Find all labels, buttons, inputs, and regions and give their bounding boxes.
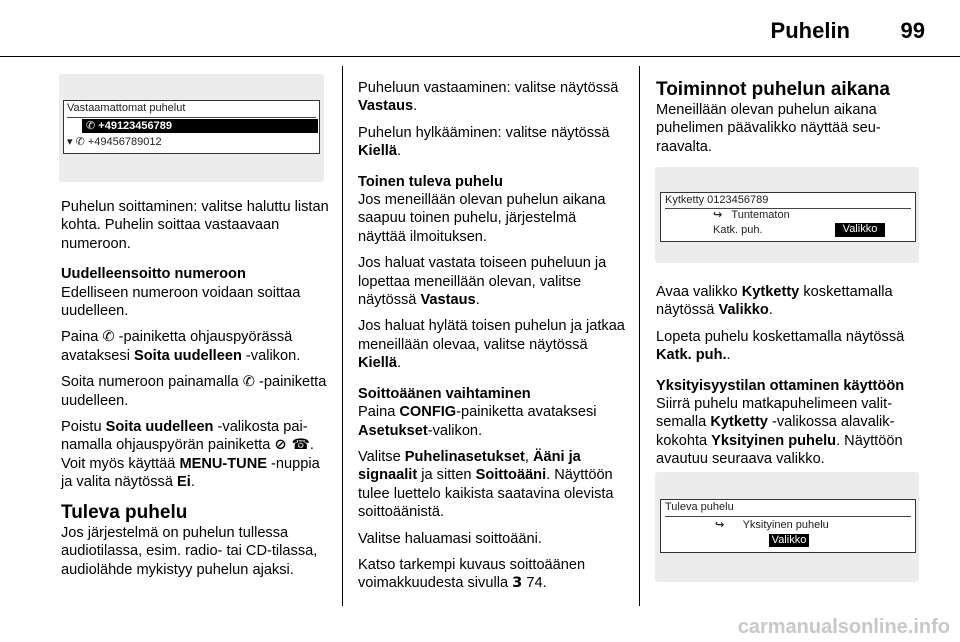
paragraph: Lopeta puhelu koskettamalla näytössä Katk. puh.. (656, 328, 905, 364)
paragraph: Jos meneillään olevan puhelun aikana saapuu toinen puhelu, järjestelmä näyttää ilmoituksen. (358, 192, 606, 245)
heading-incoming-call: Tuleva puhelu (61, 501, 188, 523)
paragraph: Puhelun hylkääminen: valitse näytössä Kiellä. (358, 124, 610, 160)
screen-title: Kytketty 0123456789 (665, 194, 769, 206)
paragraph: Puheluun vastaaminen: valitse näytössä Vastaus. (358, 80, 619, 115)
missed-calls-screenshot (59, 74, 324, 182)
phone-missed-icon: ✆ (75, 135, 85, 148)
mute-hangup-icon: ⊘ ☎ (274, 436, 310, 454)
phone-icon: ✆ (102, 328, 115, 346)
column-2 (358, 79, 626, 601)
caller-name: Tuntematon (731, 209, 790, 221)
paragraph: Paina ✆ -painiketta ohjauspyörässä avataksesi Soita uudelleen -valikon. (61, 328, 301, 364)
phone-icon: ✆ (242, 373, 255, 391)
selected-number-row (82, 119, 318, 133)
paragraph: Jos haluat hylätä toisen puhelun ja jatkaa meneillään olevaa, valitse näytössä Kiellä. (358, 318, 625, 372)
paragraph: Valitse Puhelinasetukset, Ääni ja signaalit ja sitten Soittoääni. Näyttöön tulee luettelo kaikista saatavina olevista soittoäänistä. (358, 448, 614, 521)
connected-call-screenshot (655, 167, 919, 263)
heading-second-call: Toinen tuleva puhelu (358, 173, 503, 190)
paragraph: Siirrä puhelu matkapuhelimeen valitsemalla Kytketty -valikossa alavalikkokohta Yksityinen puhelu. Näyttöön avautuu seuraava valikko. (656, 396, 903, 468)
caller-row (713, 208, 790, 221)
paragraph: Poistu Soita uudelleen -valikosta painamalla ohjauspyörän painiketta ⊘ ☎. Voit myös käyttää MENU-TUNE -nuppia ja valita näytössä Ei. (61, 419, 320, 491)
page-reference-icon: 3 (512, 574, 523, 592)
paragraph: Edelliseen numeroon voidaan soittaa uudelleen. (61, 284, 301, 320)
heading-private-mode: Yksityisyystilan ottaminen käyttöön (656, 377, 905, 394)
column-1 (61, 198, 329, 587)
watermark: carmanualsonline.info (737, 616, 950, 638)
column-divider-1 (342, 66, 343, 606)
screen-title: Tuleva puhelu (665, 501, 734, 513)
heading-redial: Uudelleensoitto numeroon (61, 266, 246, 283)
call-active-icon: ↪ (713, 208, 723, 221)
private-call-screenshot (655, 472, 919, 582)
paragraph: Jos haluat vastata toiseen puheluun ja lopettaa meneillään olevan, valitse näytössä Vastaus. (358, 255, 607, 309)
private-call-row (715, 518, 829, 531)
paragraph: Puhelun soittaminen: valitse haluttu listan kohta. Puhelin soittaa vastaavaan numeroon. (61, 199, 329, 252)
hangup-option: Katk. puh. (713, 224, 763, 236)
page-number: 99 (900, 18, 925, 43)
screen-title: Vastaamattomat puhelut (67, 102, 186, 114)
missed-number-row-2 (67, 135, 162, 148)
paragraph: Paina CONFIG-painiketta avataksesi Asetukset-valikon. (358, 404, 597, 439)
call-active-icon: ↪ (715, 518, 725, 531)
column-3 (656, 79, 926, 164)
heading-ringtone: Soittoäänen vaihtaminen (358, 385, 531, 402)
paragraph: Katso tarkempi kuvaus soittoäänen voimakkuudesta sivulla 3 74. (358, 556, 586, 592)
column-3-continued (656, 283, 926, 477)
paragraph: Jos järjestelmä on puhelun tullessa audiotilassa, esim. radio- tai CD-tilassa, audiolähde mykistyy puhelun ajaksi. (61, 524, 318, 578)
missed-number-1: +49123456789 (98, 120, 172, 132)
menu-softkey: Valikko (835, 223, 885, 237)
paragraph: Avaa valikko Kytketty koskettamalla näytössä Valikko. (656, 284, 893, 319)
header-rule (0, 56, 960, 57)
paragraph: Meneillään olevan puhelun aikana puhelimen päävalikko näyttää seuraavalta. (656, 102, 881, 155)
heading-call-functions: Toiminnot puhelun aikana (656, 79, 890, 100)
column-divider-2 (639, 66, 640, 606)
private-call-label: Yksityinen puhelu (742, 519, 829, 531)
phone-missed-icon: ✆ (86, 119, 96, 132)
menu-softkey: Valikko (769, 534, 809, 547)
chevron-down-icon: ▾ (67, 136, 73, 148)
paragraph: Soita numeroon painamalla ✆ -painiketta uudelleen. (61, 373, 327, 409)
paragraph: Valitse haluamasi soittoääni. (358, 530, 542, 547)
page-title: Puhelin (770, 18, 850, 43)
missed-number-2: +49456789012 (87, 136, 162, 148)
